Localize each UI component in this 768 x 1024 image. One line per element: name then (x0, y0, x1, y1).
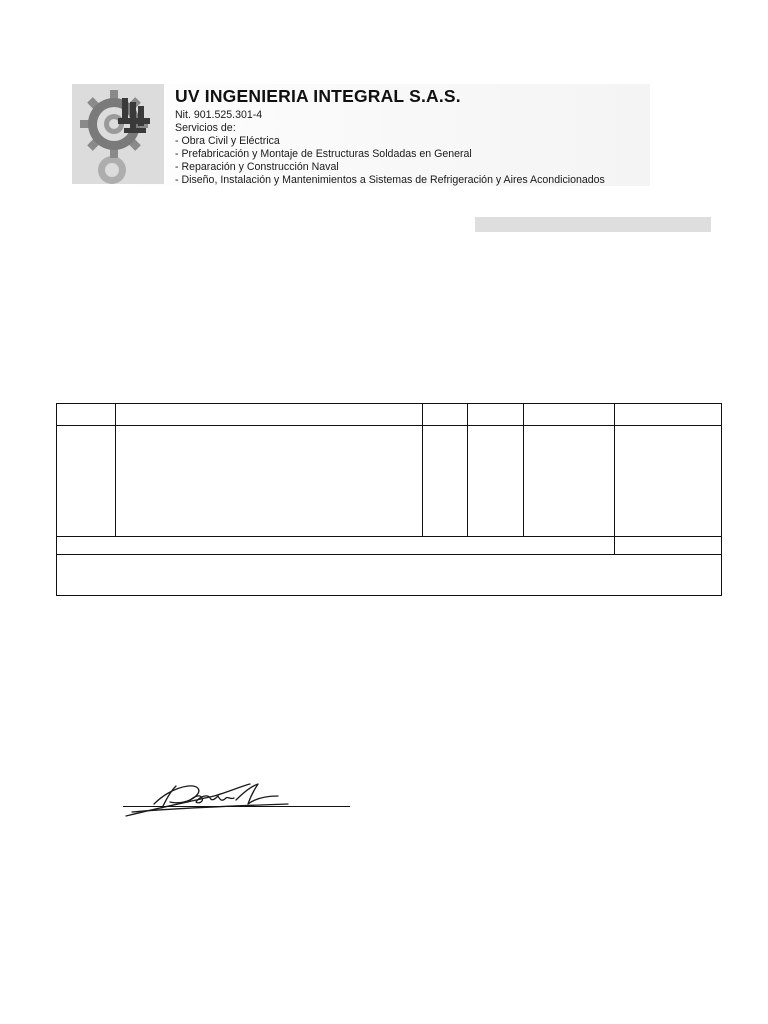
items-table (56, 403, 722, 596)
table-column-divider (614, 404, 615, 554)
service-item: - Obra Civil y Eléctrica (175, 135, 280, 147)
company-logo (72, 84, 164, 184)
table-header-rule (57, 425, 721, 426)
signature-line (123, 806, 350, 807)
service-item: - Diseño, Instalación y Mantenimientos a Sistemas de Refrigeración y Aires Acondicionados (175, 174, 605, 186)
table-total-rule (57, 554, 721, 555)
table-column-divider (115, 404, 116, 536)
service-item: - Reparación y Construcción Naval (175, 161, 339, 173)
table-column-divider (467, 404, 468, 536)
gear-logo-icon (72, 84, 164, 184)
handwritten-signature (118, 778, 358, 822)
company-nit: Nit. 901.525.301-4 (175, 109, 263, 121)
grey-field-bar (475, 217, 711, 232)
company-info (175, 86, 655, 187)
table-column-divider (523, 404, 524, 536)
company-name: UV INGENIERIA INTEGRAL S.A.S. (175, 86, 461, 106)
service-item: - Prefabricación y Montaje de Estructuras Soldadas en General (175, 148, 472, 160)
services-title: Servicios de: (175, 122, 236, 134)
table-body-rule (57, 536, 721, 537)
table-column-divider (422, 404, 423, 536)
